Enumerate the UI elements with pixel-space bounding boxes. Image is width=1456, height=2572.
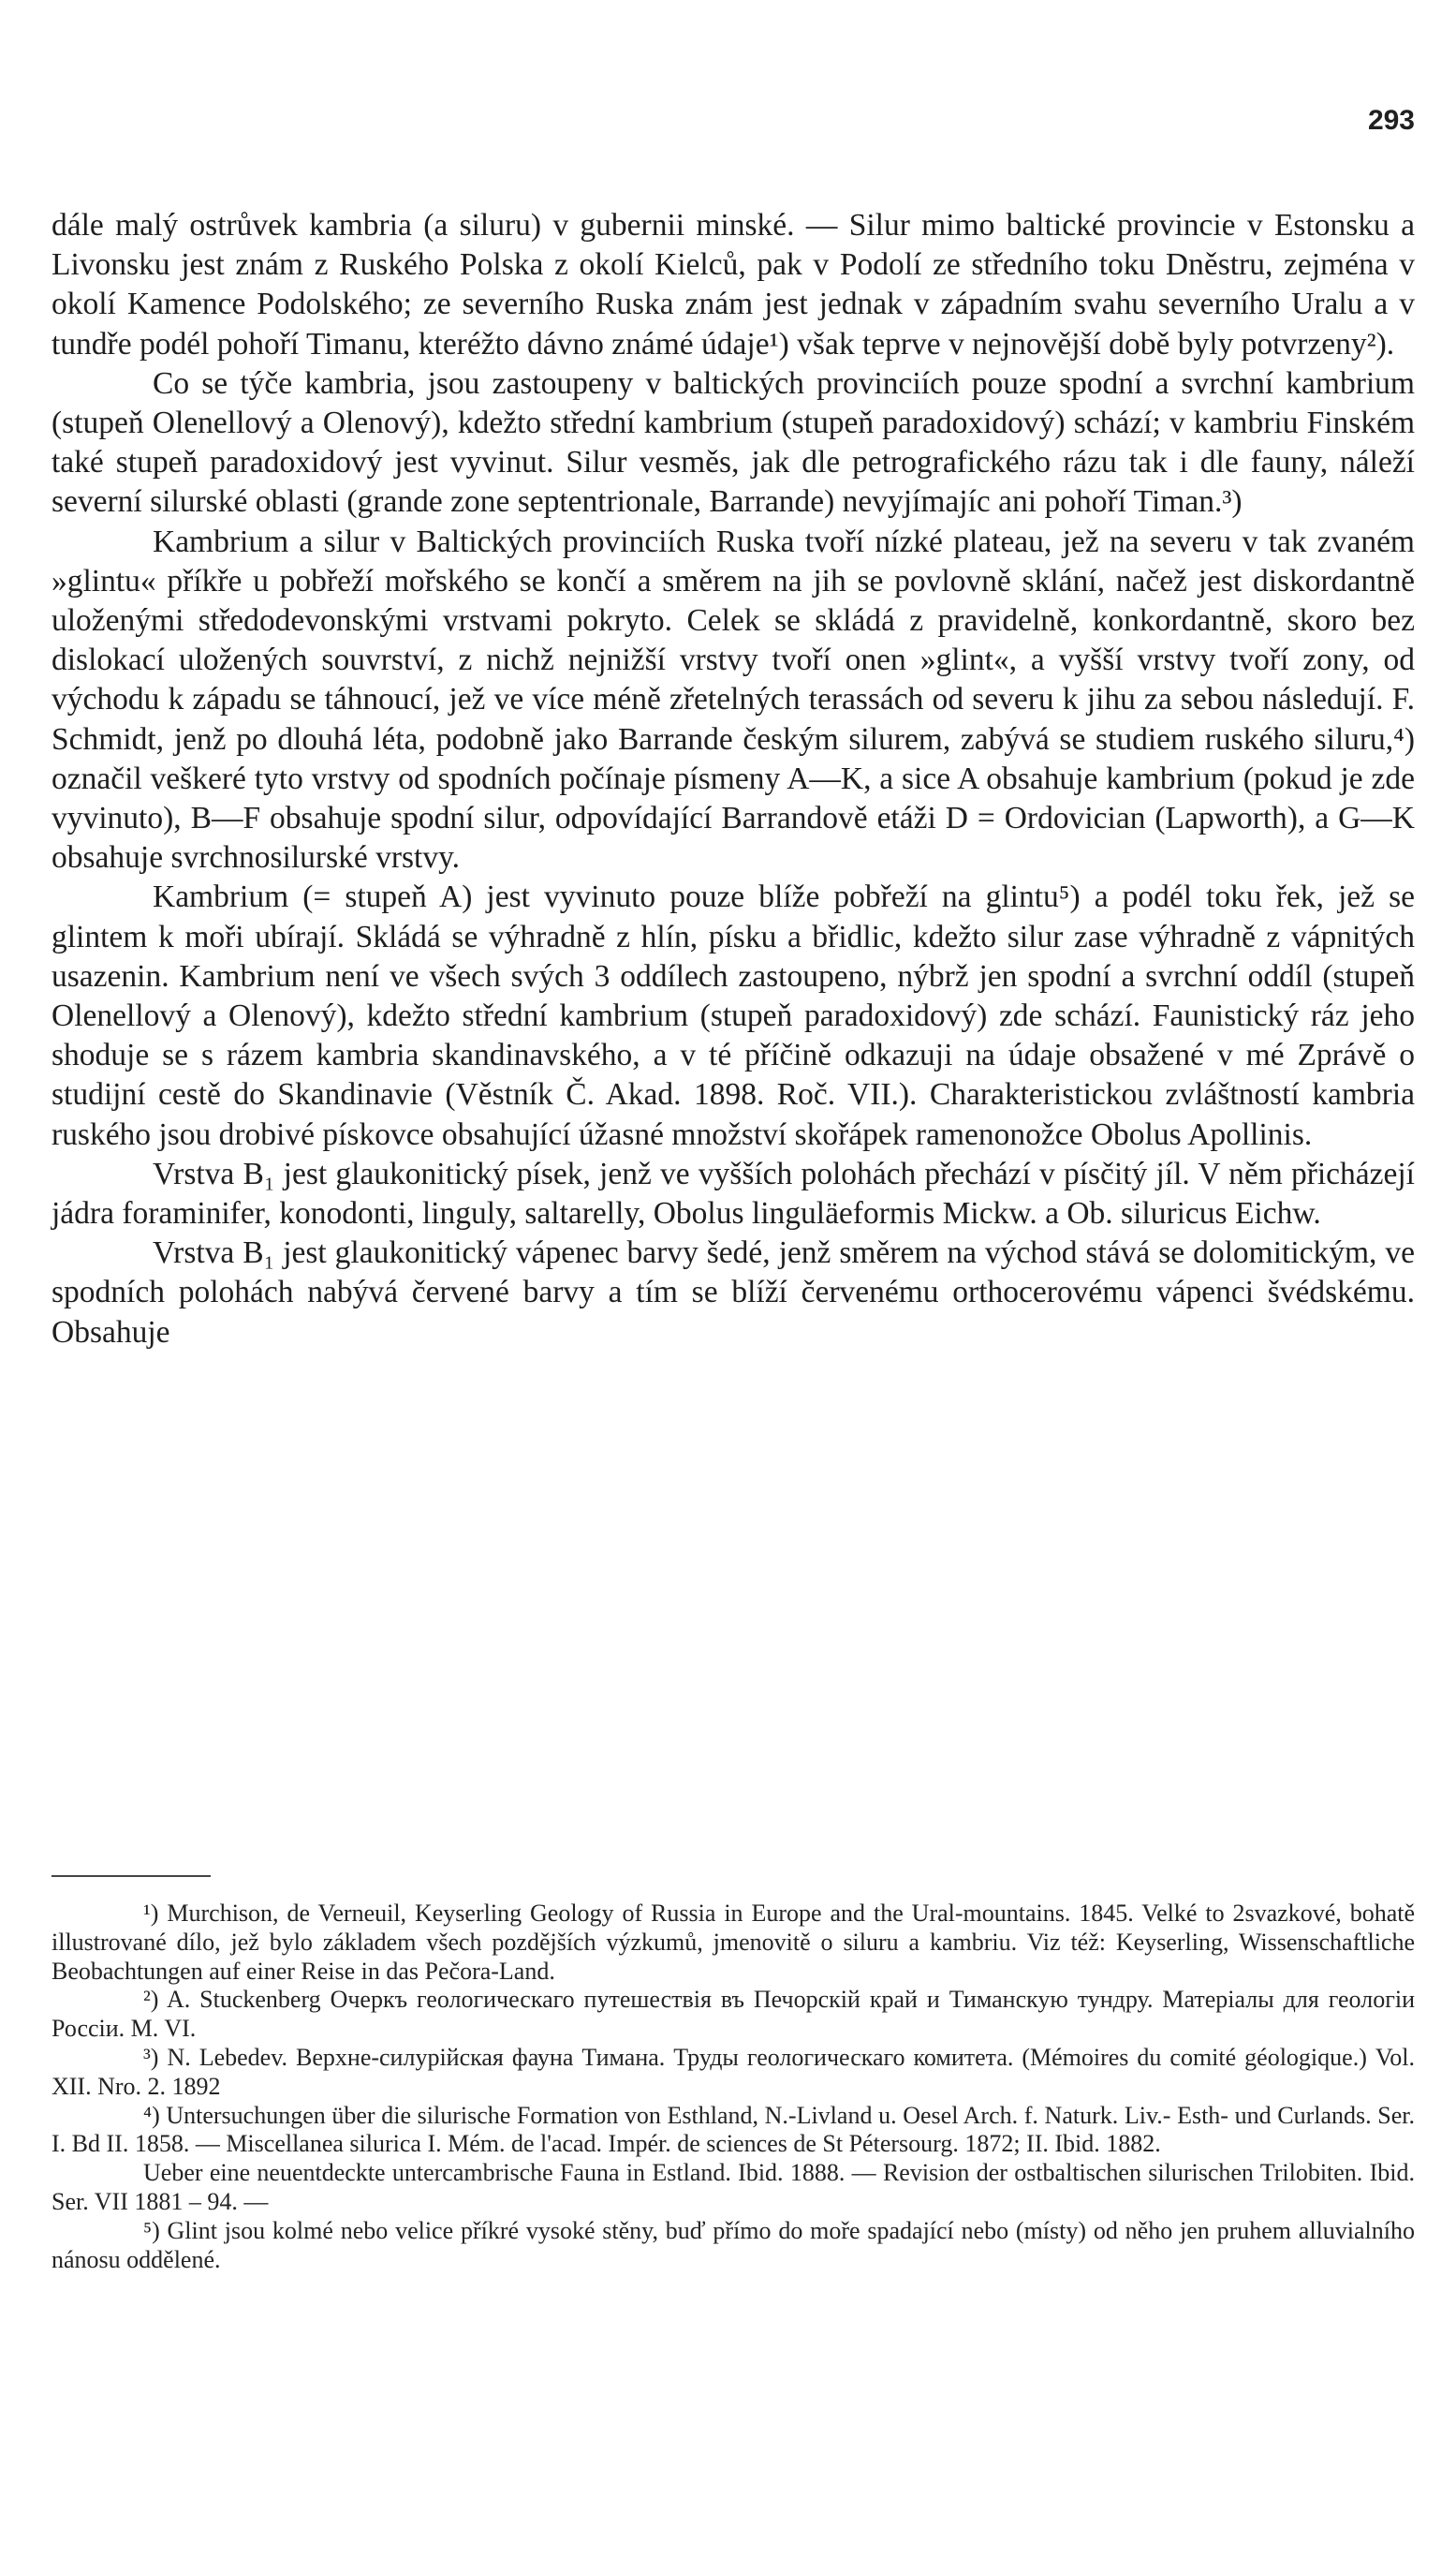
paragraph: Vrstva B₁ jest glaukonitický vápenec barvy šedé, jenž směrem na východ stává se dolomitickým, ve spodních polohách nabývá červené barvy a tím se blíží červenému orthocerovému vápenci švédskému. Obsahuje	[51, 1235, 1415, 1350]
paragraph: Vrstva B₁ jest glaukonitický písek, jenž ve vyšších polohách přechází v písčitý jíl. V něm přicházejí jádra foraminifer, konodonti, linguly, saltarelly, Obolus linguläeformis Mickw. a Ob. siluricus Eichw.	[51, 1156, 1415, 1232]
paragraph: dále malý ostrůvek kambria (a siluru) v gubernii minské. — Silur mimo baltické provincie v Estonsku a Livonsku jest znám z Ruského Polska z okolí Kielců, pak v Podolí ze středního toku Dněstru, zejména v okolí Kamence Podolského; ze severního Ruska znám jest jednak v západním svahu severního Uralu a v tundře podél pohoří Timanu, kteréžto dávno známé údaje¹) však teprve v nejnovější době byly potvrzeny²).	[51, 208, 1415, 362]
footnote: Ueber eine neuentdeckte untercambrische Fauna in Estland. Ibid. 1888. — Revision der ostbaltischen silurischen Trilobiten. Ibid. Ser. VII 1881 – 94. —	[51, 2159, 1415, 2215]
paragraph: Co se týče kambria, jsou zastoupeny v baltických provinciích pouze spodní a svrchní kambrium (stupeň Olenellový a Olenový), kdežto střední kambrium (stupeň paradoxidový) schází; v kambriu Finském také stupeň paradoxidový jest vyvinut. Silur vesměs, jak dle petrografického rázu tak i dle fauny, náleží severní silurské oblasti (grande zone septentrionale, Barrande) nevyjímajíc ani pohoří Timan.³)	[51, 365, 1415, 520]
footnote-separator	[51, 1875, 211, 1877]
paragraph: Kambrium a silur v Baltických provinciích Ruska tvoří nízké plateau, jež na severu v tak zvaném »glintu« příkře u pobřeží mořského se končí a směrem na jih se povlovně sklání, načež jest diskordantně uloženými středodevonskými vrstvami pokryto. Celek se skládá z pravidelně, konkordantně, skoro bez dislokací uložených souvrství, z nichž nejnižší vrstvy tvoří onen »glint«, a vyšší vrstvy tvoří zony, od východu k západu se táhnoucí, jež ve více méně zřetelných terassách od severu k jihu za sebou následují. F. Schmidt, jenž po dlouhá léta, podobně jako Barrande českým silurem, zabývá se studiem ruského siluru,⁴) označil veškeré tyto vrstvy od spodních počínaje písmeny A—K, a sice A obsahuje kambrium (pokud je zde vyvinuto), B—F obsahuje spodní silur, odpovídající Barrandově etáži D = Ordovician (Lapworth), a G—K obsahuje svrchnosilurské vrstvy.	[51, 524, 1415, 876]
paragraph: Kambrium (= stupeň A) jest vyvinuto pouze blíže pobřeží na glintu⁵) a podél toku řek, jež se glintem k moři ubírají. Skládá se výhradně z hlín, písku a břidlic, kdežto silur zase výhradně z vápnitých usazenin. Kambrium není ve všech svých 3 oddílech zastoupeno, nýbrž jen spodní a svrchní oddíl (stupeň Olenellový a Olenový), kdežto střední kambrium (stupeň paradoxidový) zde schází. Faunistický ráz jeho shoduje se s rázem kambria skandinavského, a v té příčině odkazuji na údaje obsažené v mé Zprávě o studijní cestě do Skandinavie (Věstník Č. Akad. 1898. Roč. VII.). Charakteristickou zvláštností kambria ruského jsou drobivé pískovce obsahující úžasné množství skořápek ramenonožce Obolus Apollinis.	[51, 880, 1415, 1152]
footnotes	[51, 1899, 1415, 2274]
main-text	[51, 206, 1415, 1353]
footnote: ³) N. Lebedev. Верхне-силурійская фауна Тимана. Труды геологическаго комитета. (Mémoires du comité géologique.) Vol. XII. Nro. 2. 1892	[51, 2043, 1415, 2100]
footnote: ¹) Murchison, de Verneuil, Keyserling Geology of Russia in Europe and the Ural-mountains. 1845. Velké to 2svazkové, bohatě illustrované dílo, jež bylo základem všech pozdějších výzkumů, jmenovitě o siluru a kambriu. Viz též: Keyserling, Wissenschaftliche Beobachtungen auf einer Reise in das Pečora-Land.	[51, 1899, 1415, 1985]
page-number: 293	[1367, 105, 1415, 136]
footnote: ⁵) Glint jsou kolmé nebo velice příkré vysoké stěny, buď přímo do moře spadající nebo (místy) od něho jen pruhem alluvialního nánosu oddělené.	[51, 2216, 1415, 2273]
footnote: ²) A. Stuckenberg Очеркъ геологическаго путешествія въ Печорскій край и Тиманскую тундру. Матеріалы для геологіи Россіи. M. VI.	[51, 1986, 1415, 2043]
footnote: ⁴) Untersuchungen über die silurische Formation von Esthland, N.-Livland u. Oesel Arch. f. Naturk. Liv.- Esth- und Curlands. Ser. I. Bd II. 1858. — Miscellanea silurica I. Mém. de l'acad. Impér. de sciences de St Pétersourg. 1872; II. Ibid. 1882.	[51, 2101, 1415, 2158]
